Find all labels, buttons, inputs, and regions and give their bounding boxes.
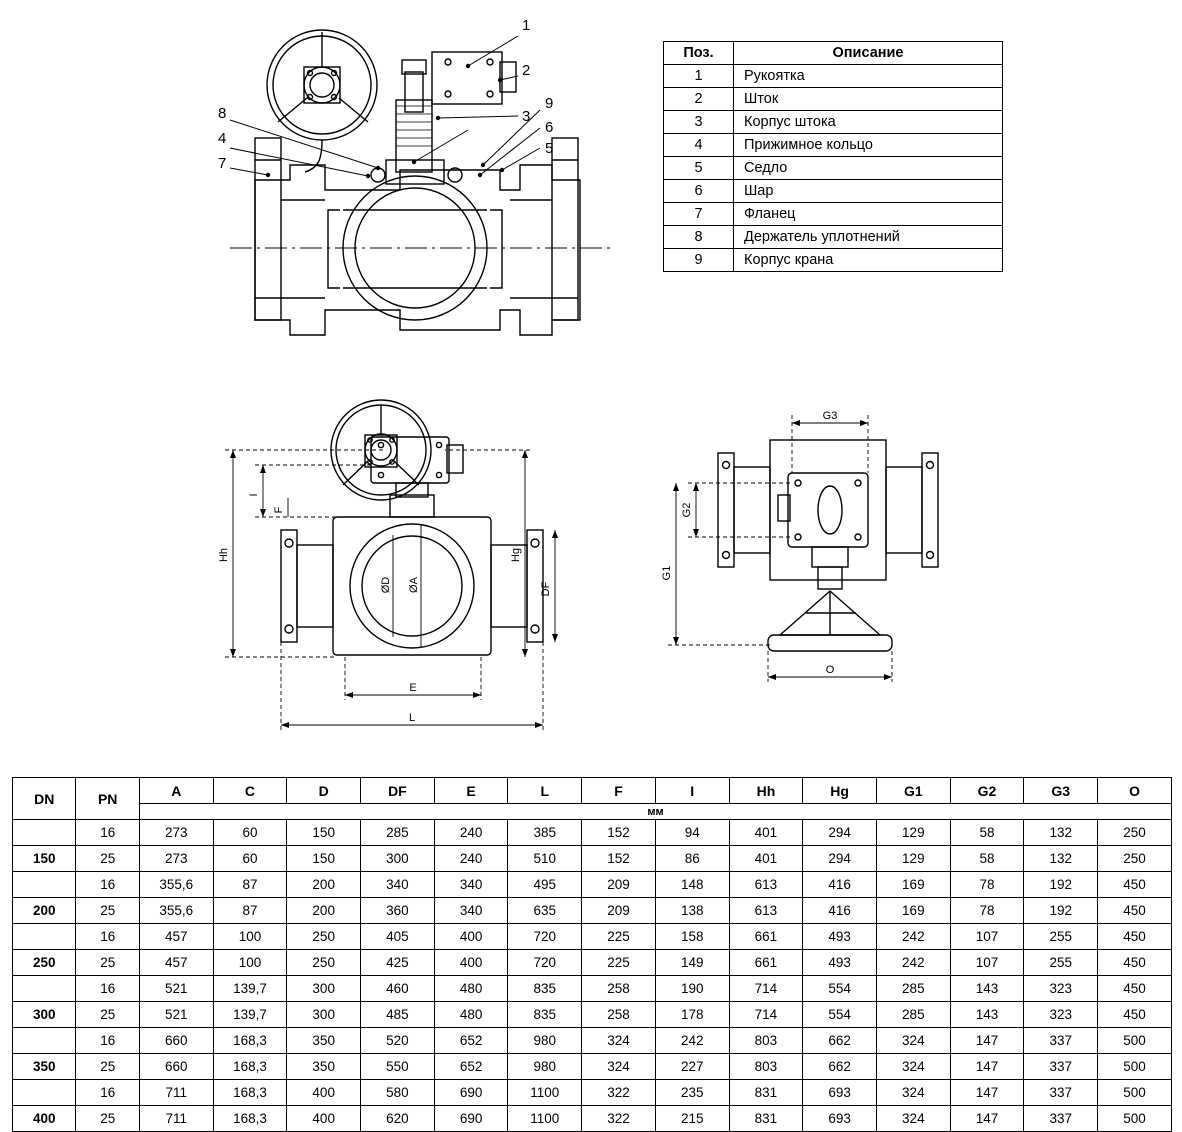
legend-pos: 8: [664, 226, 734, 249]
cell-hg: 416: [803, 872, 877, 898]
cell-o: 450: [1098, 924, 1172, 950]
table-row: [13, 1106, 1172, 1132]
callout-9: 9: [545, 95, 554, 112]
cell-g1: 169: [876, 872, 950, 898]
cell-a: 660: [139, 1054, 213, 1080]
cell-o: 450: [1098, 1002, 1172, 1028]
cell-g1: 285: [876, 976, 950, 1002]
cell-hg: 662: [803, 1054, 877, 1080]
dim-header-g1: G1: [876, 778, 950, 804]
table-row: [13, 950, 1172, 976]
cell-g3: 337: [1024, 1028, 1098, 1054]
dim-E: E: [409, 682, 417, 694]
pn-value: 16: [76, 1080, 139, 1106]
dn-value: 300: [13, 1002, 76, 1028]
cell-c: 60: [213, 846, 287, 872]
section-view-drawing: [200, 10, 630, 360]
cell-g3: 255: [1024, 950, 1098, 976]
cell-e: 480: [434, 1002, 508, 1028]
cell-f: 324: [582, 1028, 656, 1054]
cell-f: 258: [582, 976, 656, 1002]
table-row: [13, 898, 1172, 924]
legend-header-pos: Поз.: [664, 42, 734, 65]
dim-header-c: C: [213, 778, 287, 804]
dim-header-g3: G3: [1024, 778, 1098, 804]
cell-o: 250: [1098, 846, 1172, 872]
cell-g2: 58: [950, 820, 1024, 846]
callout-6: 6: [545, 119, 554, 136]
table-row: [664, 226, 1003, 249]
cell-g2: 78: [950, 898, 1024, 924]
cell-g3: 192: [1024, 898, 1098, 924]
legend-desc: Шар: [734, 180, 1003, 203]
cell-hh: 714: [729, 976, 803, 1002]
cell-df: 405: [361, 924, 435, 950]
cell-g2: 58: [950, 846, 1024, 872]
cell-g1: 129: [876, 846, 950, 872]
cell-g2: 147: [950, 1106, 1024, 1132]
table-row: [13, 846, 1172, 872]
dim-L: L: [408, 712, 416, 724]
cell-d: 200: [287, 898, 361, 924]
cell-g3: 323: [1024, 976, 1098, 1002]
cell-g2: 147: [950, 1054, 1024, 1080]
cell-hh: 613: [729, 898, 803, 924]
table-row: [13, 976, 1172, 1002]
cell-hg: 554: [803, 976, 877, 1002]
cell-c: 168,3: [213, 1080, 287, 1106]
cell-e: 340: [434, 898, 508, 924]
cell-c: 100: [213, 950, 287, 976]
cell-hh: 714: [729, 1002, 803, 1028]
table-row: [13, 872, 1172, 898]
pn-value: 25: [76, 846, 139, 872]
legend-pos: 2: [664, 88, 734, 111]
cell-o: 500: [1098, 1028, 1172, 1054]
cell-o: 450: [1098, 976, 1172, 1002]
table-row: [664, 249, 1003, 272]
cell-a: 457: [139, 924, 213, 950]
dim-header-pn: PN: [76, 778, 139, 820]
legend-pos: 1: [664, 65, 734, 88]
cell-d: 400: [287, 1106, 361, 1132]
cell-l: 635: [508, 898, 582, 924]
cell-f: 322: [582, 1106, 656, 1132]
parts-legend-table: [663, 41, 1003, 272]
legend-pos: 4: [664, 134, 734, 157]
cell-g3: 192: [1024, 872, 1098, 898]
cell-hh: 613: [729, 872, 803, 898]
cell-e: 240: [434, 820, 508, 846]
dimensions-header-row: [13, 778, 1172, 804]
dn-value: [13, 924, 76, 950]
side-view-svg: [660, 395, 980, 715]
cell-df: 340: [361, 872, 435, 898]
dim-header-df: DF: [361, 778, 435, 804]
legend-desc: Корпус крана: [734, 249, 1003, 272]
dn-value: [13, 976, 76, 1002]
cell-e: 340: [434, 872, 508, 898]
pn-value: 25: [76, 1106, 139, 1132]
cell-g1: 285: [876, 1002, 950, 1028]
dn-value: 250: [13, 950, 76, 976]
pn-value: 16: [76, 820, 139, 846]
legend-pos: 6: [664, 180, 734, 203]
dim-header-d: D: [287, 778, 361, 804]
cell-d: 300: [287, 976, 361, 1002]
cell-l: 980: [508, 1054, 582, 1080]
cell-d: 150: [287, 846, 361, 872]
legend-header-row: [664, 42, 1003, 65]
cell-d: 200: [287, 872, 361, 898]
cell-c: 168,3: [213, 1028, 287, 1054]
cell-df: 360: [361, 898, 435, 924]
cell-f: 225: [582, 924, 656, 950]
table-row: [13, 1054, 1172, 1080]
table-row: [13, 924, 1172, 950]
legend-desc: Шток: [734, 88, 1003, 111]
pn-value: 25: [76, 1002, 139, 1028]
cell-a: 660: [139, 1028, 213, 1054]
cell-g1: 324: [876, 1054, 950, 1080]
table-row: [664, 65, 1003, 88]
cell-a: 273: [139, 846, 213, 872]
cell-i: 227: [655, 1054, 729, 1080]
cell-a: 711: [139, 1106, 213, 1132]
cell-i: 215: [655, 1106, 729, 1132]
dn-value: 150: [13, 846, 76, 872]
cell-l: 385: [508, 820, 582, 846]
cell-f: 324: [582, 1054, 656, 1080]
cell-f: 152: [582, 820, 656, 846]
cell-g3: 132: [1024, 846, 1098, 872]
cell-a: 273: [139, 820, 213, 846]
cell-hh: 803: [729, 1028, 803, 1054]
callout-1: 1: [522, 17, 531, 34]
cell-c: 168,3: [213, 1054, 287, 1080]
cell-l: 835: [508, 1002, 582, 1028]
cell-l: 835: [508, 976, 582, 1002]
cell-o: 450: [1098, 950, 1172, 976]
dn-value: [13, 1080, 76, 1106]
cell-d: 350: [287, 1028, 361, 1054]
cell-i: 242: [655, 1028, 729, 1054]
cell-d: 150: [287, 820, 361, 846]
cell-g3: 337: [1024, 1106, 1098, 1132]
legend-desc: Рукоятка: [734, 65, 1003, 88]
cell-f: 152: [582, 846, 656, 872]
cell-df: 300: [361, 846, 435, 872]
dim-Hh: Hh: [218, 547, 230, 563]
cell-df: 485: [361, 1002, 435, 1028]
cell-e: 652: [434, 1054, 508, 1080]
dn-value: [13, 1028, 76, 1054]
cell-hg: 662: [803, 1028, 877, 1054]
cell-o: 500: [1098, 1080, 1172, 1106]
cell-hg: 693: [803, 1080, 877, 1106]
cell-e: 400: [434, 924, 508, 950]
cell-c: 87: [213, 872, 287, 898]
dn-value: 350: [13, 1054, 76, 1080]
side-view-drawing: [660, 395, 980, 715]
cell-g2: 147: [950, 1028, 1024, 1054]
cell-hg: 294: [803, 846, 877, 872]
cell-d: 300: [287, 1002, 361, 1028]
cell-e: 400: [434, 950, 508, 976]
cell-l: 720: [508, 950, 582, 976]
cell-g3: 255: [1024, 924, 1098, 950]
cell-l: 1100: [508, 1106, 582, 1132]
pn-value: 16: [76, 976, 139, 1002]
cell-hh: 831: [729, 1106, 803, 1132]
cell-a: 521: [139, 1002, 213, 1028]
dn-value: 400: [13, 1106, 76, 1132]
pn-value: 16: [76, 1028, 139, 1054]
dim-O: O: [825, 664, 835, 676]
table-row: [13, 1002, 1172, 1028]
cell-df: 580: [361, 1080, 435, 1106]
cell-hh: 831: [729, 1080, 803, 1106]
cell-l: 1100: [508, 1080, 582, 1106]
cell-g1: 242: [876, 950, 950, 976]
cell-g1: 324: [876, 1028, 950, 1054]
dim-G2: G2: [681, 502, 693, 518]
cell-a: 457: [139, 950, 213, 976]
cell-g2: 78: [950, 872, 1024, 898]
dimensions-table: [12, 777, 1172, 1132]
callout-2: 2: [522, 62, 531, 79]
cell-e: 652: [434, 1028, 508, 1054]
cell-df: 550: [361, 1054, 435, 1080]
cell-g2: 147: [950, 1080, 1024, 1106]
cell-c: 139,7: [213, 976, 287, 1002]
cell-df: 620: [361, 1106, 435, 1132]
cell-hh: 661: [729, 924, 803, 950]
cell-l: 495: [508, 872, 582, 898]
cell-l: 720: [508, 924, 582, 950]
cell-d: 350: [287, 1054, 361, 1080]
cell-g1: 242: [876, 924, 950, 950]
cell-i: 178: [655, 1002, 729, 1028]
table-row: [13, 1080, 1172, 1106]
cell-l: 980: [508, 1028, 582, 1054]
dim-header-hh: Hh: [729, 778, 803, 804]
cell-c: 87: [213, 898, 287, 924]
legend-pos: 9: [664, 249, 734, 272]
section-view-svg: [200, 10, 630, 360]
dim-G1: G1: [661, 565, 673, 581]
cell-hg: 294: [803, 820, 877, 846]
pn-value: 25: [76, 950, 139, 976]
dim-F: F: [273, 506, 285, 514]
cell-g1: 129: [876, 820, 950, 846]
cell-f: 209: [582, 872, 656, 898]
cell-o: 450: [1098, 898, 1172, 924]
cell-df: 460: [361, 976, 435, 1002]
callout-3: 3: [522, 108, 531, 125]
cell-hg: 554: [803, 1002, 877, 1028]
cell-l: 510: [508, 846, 582, 872]
cell-g3: 337: [1024, 1054, 1098, 1080]
cell-c: 139,7: [213, 1002, 287, 1028]
cell-f: 258: [582, 1002, 656, 1028]
legend-desc: Седло: [734, 157, 1003, 180]
dn-value: [13, 820, 76, 846]
dim-header-g2: G2: [950, 778, 1024, 804]
table-row: [664, 134, 1003, 157]
table-row: [664, 88, 1003, 111]
dim-OA: ØA: [408, 577, 420, 593]
cell-g2: 143: [950, 1002, 1024, 1028]
dn-value: [13, 872, 76, 898]
front-view-drawing: [185, 395, 585, 755]
callout-7: 7: [218, 155, 227, 172]
callout-8: 8: [218, 105, 227, 122]
pn-value: 16: [76, 872, 139, 898]
dim-header-f: F: [582, 778, 656, 804]
dim-header-l: L: [508, 778, 582, 804]
cell-d: 250: [287, 924, 361, 950]
table-row: [13, 820, 1172, 846]
cell-a: 711: [139, 1080, 213, 1106]
dimensions-unit: мм: [139, 804, 1171, 820]
cell-e: 480: [434, 976, 508, 1002]
cell-d: 250: [287, 950, 361, 976]
callout-4: 4: [218, 130, 227, 147]
cell-c: 60: [213, 820, 287, 846]
cell-g3: 337: [1024, 1080, 1098, 1106]
cell-e: 240: [434, 846, 508, 872]
dn-value: 200: [13, 898, 76, 924]
cell-i: 86: [655, 846, 729, 872]
cell-hh: 803: [729, 1054, 803, 1080]
legend-pos: 5: [664, 157, 734, 180]
cell-i: 235: [655, 1080, 729, 1106]
dimensions-unit-row: [13, 804, 1172, 820]
table-row: [664, 111, 1003, 134]
cell-o: 250: [1098, 820, 1172, 846]
cell-hg: 416: [803, 898, 877, 924]
cell-df: 285: [361, 820, 435, 846]
dim-header-a: A: [139, 778, 213, 804]
cell-i: 138: [655, 898, 729, 924]
cell-g2: 107: [950, 924, 1024, 950]
pn-value: 25: [76, 898, 139, 924]
cell-hh: 401: [729, 846, 803, 872]
dim-header-hg: Hg: [803, 778, 877, 804]
pn-value: 25: [76, 1054, 139, 1080]
cell-g3: 323: [1024, 1002, 1098, 1028]
cell-e: 690: [434, 1080, 508, 1106]
dim-OD: ØD: [380, 576, 392, 594]
cell-hg: 693: [803, 1106, 877, 1132]
cell-i: 94: [655, 820, 729, 846]
cell-o: 450: [1098, 872, 1172, 898]
cell-hh: 661: [729, 950, 803, 976]
cell-g3: 132: [1024, 820, 1098, 846]
legend-pos: 3: [664, 111, 734, 134]
dim-DF: DF: [540, 581, 552, 597]
dim-header-i: I: [655, 778, 729, 804]
table-row: [664, 203, 1003, 226]
cell-g2: 107: [950, 950, 1024, 976]
pn-value: 16: [76, 924, 139, 950]
dim-Hg: Hg: [510, 547, 522, 563]
cell-f: 322: [582, 1080, 656, 1106]
cell-hg: 493: [803, 924, 877, 950]
front-view-svg: [185, 395, 585, 755]
table-row: [664, 157, 1003, 180]
legend-desc: Фланец: [734, 203, 1003, 226]
cell-hh: 401: [729, 820, 803, 846]
cell-c: 168,3: [213, 1106, 287, 1132]
cell-g1: 169: [876, 898, 950, 924]
cell-o: 500: [1098, 1054, 1172, 1080]
cell-c: 100: [213, 924, 287, 950]
cell-i: 190: [655, 976, 729, 1002]
dim-header-e: E: [434, 778, 508, 804]
cell-g2: 143: [950, 976, 1024, 1002]
table-row: [13, 1028, 1172, 1054]
legend-desc: Корпус штока: [734, 111, 1003, 134]
legend-pos: 7: [664, 203, 734, 226]
cell-i: 148: [655, 872, 729, 898]
cell-e: 690: [434, 1106, 508, 1132]
cell-df: 520: [361, 1028, 435, 1054]
callout-5: 5: [545, 140, 554, 157]
cell-i: 158: [655, 924, 729, 950]
cell-i: 149: [655, 950, 729, 976]
cell-f: 209: [582, 898, 656, 924]
cell-d: 400: [287, 1080, 361, 1106]
legend-desc: Держатель уплотнений: [734, 226, 1003, 249]
dim-header-dn: DN: [13, 778, 76, 820]
dim-header-o: O: [1098, 778, 1172, 804]
dim-I: I: [248, 493, 260, 497]
cell-g1: 324: [876, 1080, 950, 1106]
cell-a: 355,6: [139, 898, 213, 924]
table-row: [664, 180, 1003, 203]
cell-f: 225: [582, 950, 656, 976]
cell-a: 355,6: [139, 872, 213, 898]
dim-G3: G3: [822, 410, 838, 422]
cell-g1: 324: [876, 1106, 950, 1132]
cell-df: 425: [361, 950, 435, 976]
cell-a: 521: [139, 976, 213, 1002]
cell-o: 500: [1098, 1106, 1172, 1132]
legend-header-desc: Описание: [734, 42, 1003, 65]
cell-hg: 493: [803, 950, 877, 976]
legend-desc: Прижимное кольцо: [734, 134, 1003, 157]
